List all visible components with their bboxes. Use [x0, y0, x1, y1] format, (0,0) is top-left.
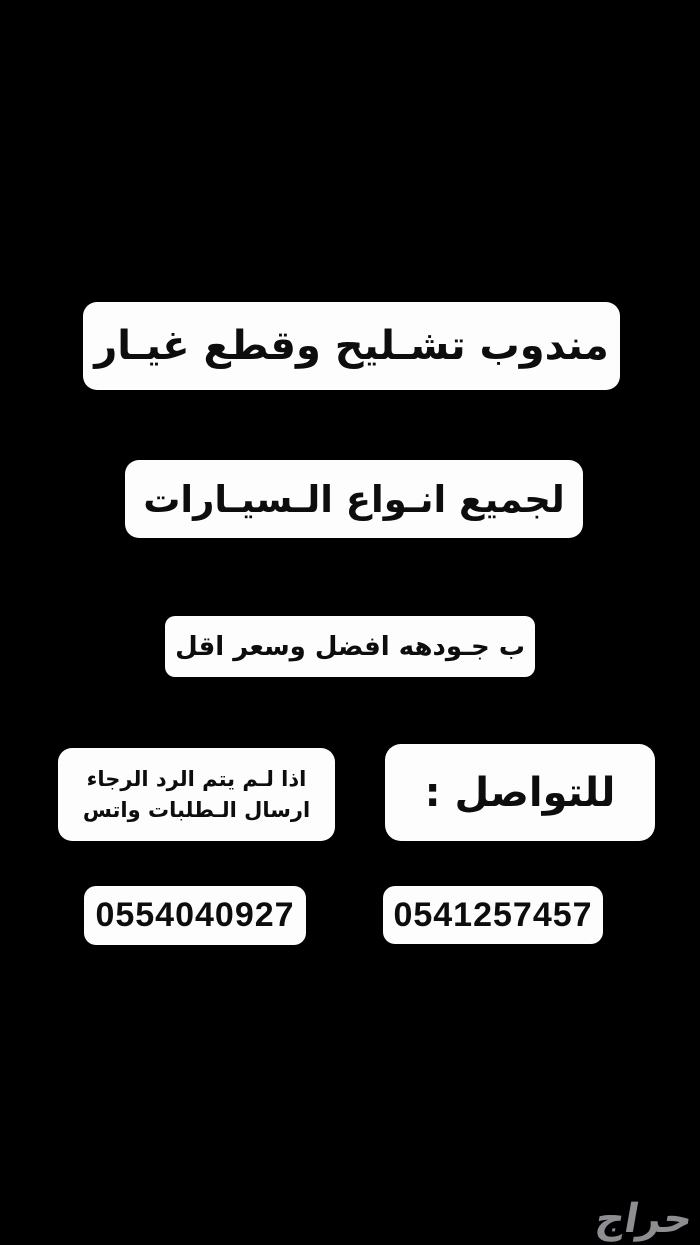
haraj-watermark-logo: حراج: [591, 1196, 697, 1242]
phone-number-contact: [383, 886, 603, 944]
quality-note-box: [165, 616, 535, 677]
phone-number-whatsapp: [84, 886, 306, 945]
no-reply-note-line2: ارسال الـطلبات واتس: [82, 797, 311, 822]
subtitle-text: لجميع انـواع الـسيـارات: [143, 477, 565, 521]
no-reply-note-line1: اذا لـم يتم الرد الرجاء: [86, 767, 307, 792]
phone-number-whatsapp-text: 0554040927: [95, 896, 295, 934]
contact-label-box: [385, 744, 655, 841]
phone-number-contact-text: 0541257457: [393, 895, 593, 934]
no-reply-note-box: [58, 748, 335, 841]
title-text: مندوب تشـليح وقطع غيـار: [94, 323, 609, 369]
quality-note-text: ب جـودهه افضل وسعر اقل: [175, 631, 525, 662]
subtitle-box: [125, 460, 583, 538]
contact-label-text: للتواصل :: [424, 769, 616, 816]
title-box: [83, 302, 620, 390]
